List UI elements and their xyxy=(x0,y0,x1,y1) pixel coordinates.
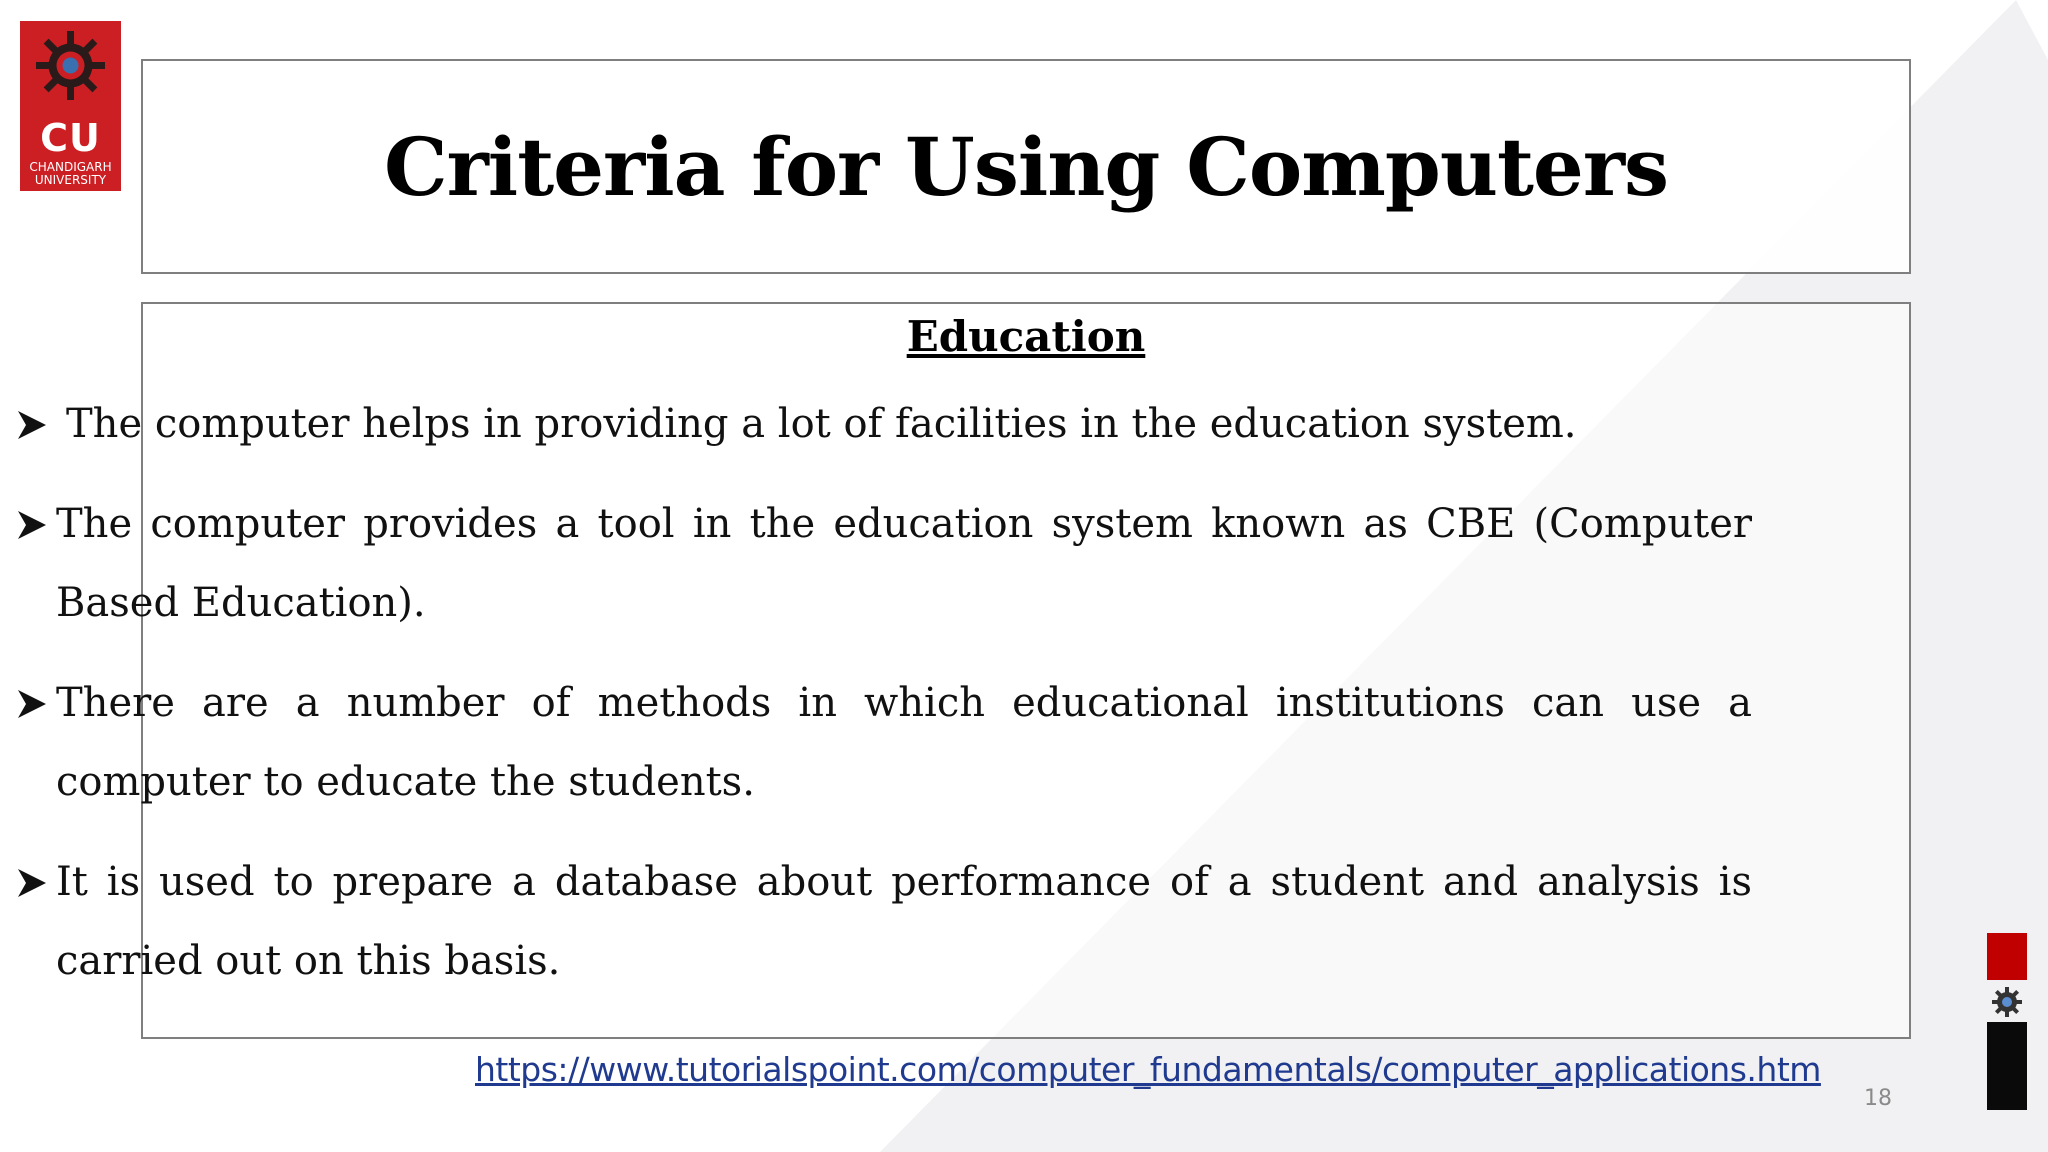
bullet-text: It is used to prepare a database about performance of a student and analysis is carried out on this basis. xyxy=(56,859,1752,984)
side-black-block xyxy=(1987,1022,2027,1110)
side-gear-icon xyxy=(1991,986,2023,1018)
side-red-block xyxy=(1987,933,2027,980)
bullet-text: The computer provides a tool in the education system known as CBE (Computer Based Education). xyxy=(56,501,1752,626)
page-number: 18 xyxy=(1864,1086,1892,1111)
logo-university-name: CHANDIGARH UNIVERSITY xyxy=(29,160,112,187)
logo-abbrev: CU xyxy=(40,116,101,160)
gear-wheel-icon xyxy=(34,29,107,102)
bullet-item xyxy=(14,843,1752,1001)
source-link[interactable]: https://www.tutorialspoint.com/computer_fundamentals/computer_applications.htm xyxy=(475,1050,1821,1089)
section-heading: Education xyxy=(906,312,1146,361)
arrow-bullet-icon xyxy=(14,843,54,922)
slide-title: Criteria for Using Computers xyxy=(383,119,1669,214)
bullet-text: The computer helps in providing a lot of facilities in the education system. xyxy=(66,401,1577,447)
university-logo xyxy=(20,21,121,191)
title-box xyxy=(141,59,1911,274)
bullet-text: There are a number of methods in which educational institutions can use a computer to educate the students. xyxy=(56,680,1752,805)
arrow-bullet-icon xyxy=(14,485,54,564)
arrow-bullet-icon xyxy=(14,664,54,743)
arrow-bullet-icon xyxy=(14,385,54,464)
bullet-item xyxy=(14,485,1752,643)
bullet-item xyxy=(14,385,1752,464)
bullet-item xyxy=(14,664,1752,822)
